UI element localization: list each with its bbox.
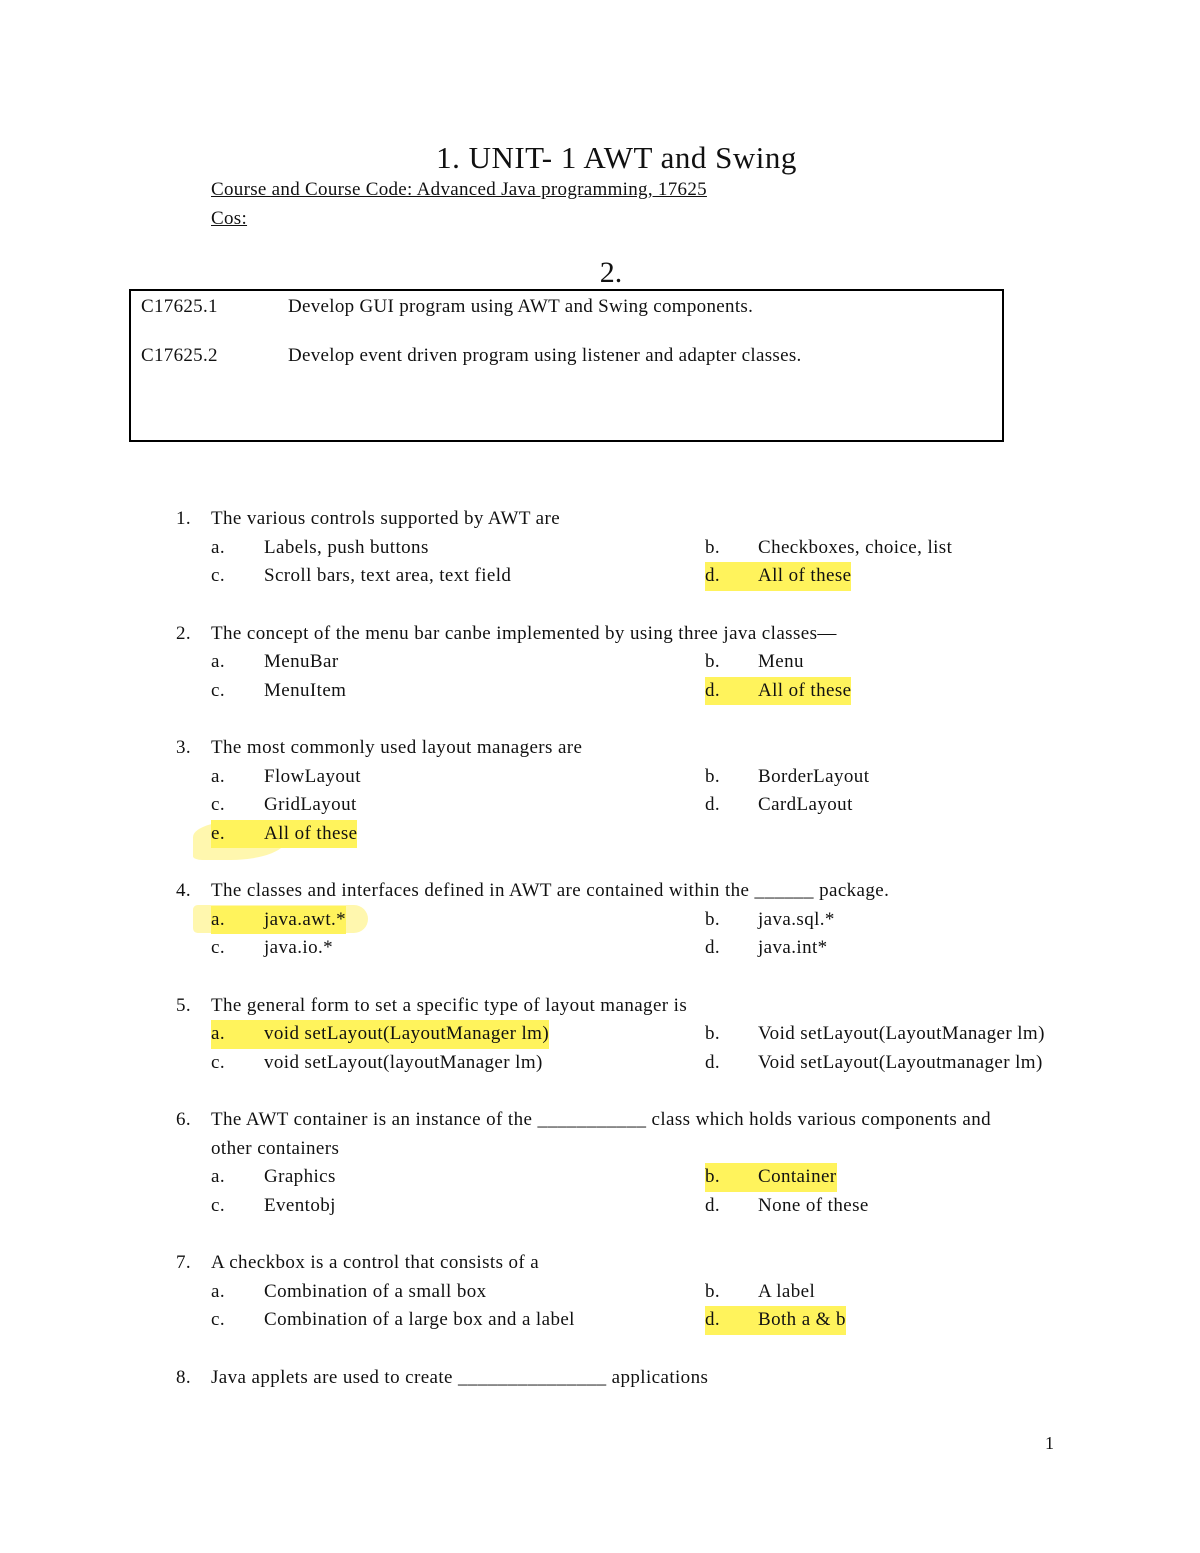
outcome-text: Develop GUI program using AWT and Swing components. — [288, 296, 754, 317]
question — [176, 1364, 1076, 1393]
question-text: Java applets are used to create _______________ applications — [211, 1366, 709, 1388]
option-letter: d. — [705, 1309, 721, 1330]
question-line — [176, 877, 1076, 906]
option-letter: d. — [705, 937, 721, 958]
option-letter: a. — [211, 1023, 225, 1044]
question-number: 2. — [176, 622, 192, 644]
question-text: The general form to set a specific type of layout manager is — [211, 994, 688, 1016]
question-text: The classes and interfaces defined in AWT are contained within the ______ package. — [211, 880, 890, 901]
question-line — [176, 1135, 1076, 1164]
option-text: Both a & b — [758, 1309, 846, 1330]
option-letter: b. — [705, 1166, 721, 1187]
answer-option — [211, 791, 357, 820]
option-letter: a. — [211, 536, 225, 558]
answer-option — [211, 1163, 336, 1192]
option-text: All of these — [758, 679, 852, 701]
option-text: All of these — [264, 822, 358, 844]
option-letter: b. — [705, 908, 721, 930]
option-letter: b. — [705, 651, 721, 672]
answer-option — [705, 648, 804, 677]
answer-option — [705, 934, 828, 963]
question-line — [176, 505, 1076, 534]
outcome-code: C17625.2 — [141, 345, 218, 366]
option-letter: c. — [211, 679, 225, 701]
option-text: Container — [758, 1166, 837, 1187]
answer-option — [211, 1049, 543, 1078]
option-letter: e. — [211, 822, 225, 844]
question-number: 7. — [176, 1252, 192, 1273]
question-number: 3. — [176, 737, 192, 758]
option-row — [176, 1306, 1076, 1335]
option-letter: d. — [705, 794, 721, 815]
question-number: 4. — [176, 880, 192, 901]
question — [176, 505, 1076, 591]
question-list — [176, 505, 1076, 1421]
option-text: java.sql.* — [758, 908, 835, 930]
question-text: The most commonly used layout managers are — [211, 737, 583, 758]
question-line — [176, 620, 1076, 649]
option-letter: a. — [211, 651, 225, 672]
question-number: 6. — [176, 1109, 192, 1130]
option-text: GridLayout — [264, 794, 357, 815]
answer-option — [211, 677, 346, 706]
course-outcomes-box — [129, 289, 1004, 442]
option-letter: b. — [705, 536, 721, 558]
course-outcome — [141, 296, 753, 318]
option-text: java.awt.* — [264, 908, 347, 930]
option-text: void setLayout(LayoutManager lm) — [264, 1023, 550, 1044]
option-text: Labels, push buttons — [264, 536, 429, 558]
correct-answer-option — [211, 820, 357, 849]
option-text: java.io.* — [264, 937, 334, 958]
option-letter: b. — [705, 765, 721, 787]
document-title: 1. UNIT- 1 AWT and Swing — [436, 140, 797, 175]
answer-option — [211, 1278, 487, 1307]
option-text: Checkboxes, choice, list — [758, 536, 953, 558]
question-number: 8. — [176, 1366, 192, 1388]
option-row — [176, 791, 1076, 820]
question-line — [176, 992, 1076, 1021]
option-row — [176, 648, 1076, 677]
option-row — [176, 763, 1076, 792]
option-text: BorderLayout — [758, 765, 870, 787]
option-letter: d. — [705, 565, 721, 586]
option-row — [176, 1049, 1076, 1078]
option-row — [176, 934, 1076, 963]
option-row — [176, 906, 1076, 935]
option-text: Graphics — [264, 1166, 336, 1187]
correct-answer-option — [705, 562, 851, 591]
question — [176, 734, 1076, 848]
option-text: MenuBar — [264, 651, 339, 672]
outcome-code: C17625.1 — [141, 296, 218, 317]
correct-answer-option — [705, 1306, 846, 1335]
course-outcome — [141, 345, 802, 367]
option-row — [176, 677, 1076, 706]
option-letter: a. — [211, 765, 225, 787]
option-row — [176, 562, 1076, 591]
question-text: The concept of the menu bar canbe implemented by using three java classes— — [211, 622, 837, 644]
question-line — [176, 1364, 1076, 1393]
option-text: void setLayout(layoutManager lm) — [264, 1051, 543, 1073]
question-number: 1. — [176, 508, 192, 529]
question-number: 5. — [176, 994, 192, 1016]
outcome-text: Develop event driven program using listener and adapter classes. — [288, 345, 802, 366]
option-row — [176, 1020, 1076, 1049]
correct-answer-option — [211, 906, 346, 935]
answer-option — [211, 1192, 336, 1221]
answer-option — [211, 763, 361, 792]
question-text: The various controls supported by AWT are — [211, 508, 561, 529]
option-text: Scroll bars, text area, text field — [264, 565, 512, 586]
correct-answer-option — [705, 1163, 837, 1192]
option-letter: c. — [211, 1194, 225, 1216]
option-letter: a. — [211, 1280, 225, 1302]
option-text: java.int* — [758, 937, 828, 958]
option-text: FlowLayout — [264, 765, 361, 787]
option-letter: d. — [705, 1051, 721, 1073]
option-text: None of these — [758, 1194, 869, 1216]
answer-option — [211, 562, 511, 591]
question-line — [176, 1249, 1076, 1278]
option-letter: c. — [211, 1051, 225, 1073]
answer-option — [211, 1306, 575, 1335]
option-row — [176, 534, 1076, 563]
option-letter: b. — [705, 1023, 721, 1044]
question — [176, 1249, 1076, 1335]
option-row — [176, 1278, 1076, 1307]
answer-option — [705, 1192, 869, 1221]
question — [176, 877, 1076, 963]
option-text: Combination of a large box and a label — [264, 1309, 575, 1330]
answer-option — [705, 906, 835, 935]
answer-option — [705, 791, 853, 820]
answer-option — [705, 1278, 815, 1307]
answer-option — [211, 648, 339, 677]
section-number: 2. — [599, 256, 623, 289]
answer-option — [705, 763, 869, 792]
question-text: other containers — [211, 1137, 340, 1159]
option-text: Combination of a small box — [264, 1280, 487, 1302]
option-letter: c. — [211, 565, 225, 586]
option-letter: c. — [211, 937, 225, 958]
question — [176, 620, 1076, 706]
option-text: CardLayout — [758, 794, 853, 815]
answer-option — [705, 1049, 1043, 1078]
option-text: MenuItem — [264, 679, 347, 701]
course-code: Course and Course Code: Advanced Java programming, 17625 — [211, 179, 707, 200]
option-letter: a. — [211, 1166, 225, 1187]
answer-option — [211, 934, 333, 963]
question-text: The AWT container is an instance of the ___________ class which holds various components and — [211, 1109, 991, 1130]
option-letter: c. — [211, 794, 225, 815]
option-row — [176, 820, 1076, 849]
correct-answer-option — [705, 677, 851, 706]
answer-option — [211, 534, 429, 563]
cos-label: Cos: — [211, 208, 248, 229]
option-text: Void setLayout(Layoutmanager lm) — [758, 1051, 1043, 1073]
option-letter: a. — [211, 908, 225, 930]
option-text: Menu — [758, 651, 804, 672]
question-text: A checkbox is a control that consists of a — [211, 1252, 540, 1273]
option-letter: d. — [705, 679, 721, 701]
option-letter: c. — [211, 1309, 225, 1330]
question-line — [176, 1106, 1076, 1135]
option-text: Void setLayout(LayoutManager lm) — [758, 1023, 1045, 1044]
option-letter: b. — [705, 1280, 721, 1302]
question — [176, 1106, 1076, 1220]
answer-option — [705, 534, 952, 563]
question-line — [176, 734, 1076, 763]
page-number: 1 — [1045, 1433, 1054, 1453]
option-letter: d. — [705, 1194, 721, 1216]
question — [176, 992, 1076, 1078]
correct-answer-option — [211, 1020, 549, 1049]
option-text: Eventobj — [264, 1194, 336, 1216]
option-text: A label — [758, 1280, 816, 1302]
option-row — [176, 1163, 1076, 1192]
option-text: All of these — [758, 565, 852, 586]
answer-option — [705, 1020, 1045, 1049]
option-row — [176, 1192, 1076, 1221]
